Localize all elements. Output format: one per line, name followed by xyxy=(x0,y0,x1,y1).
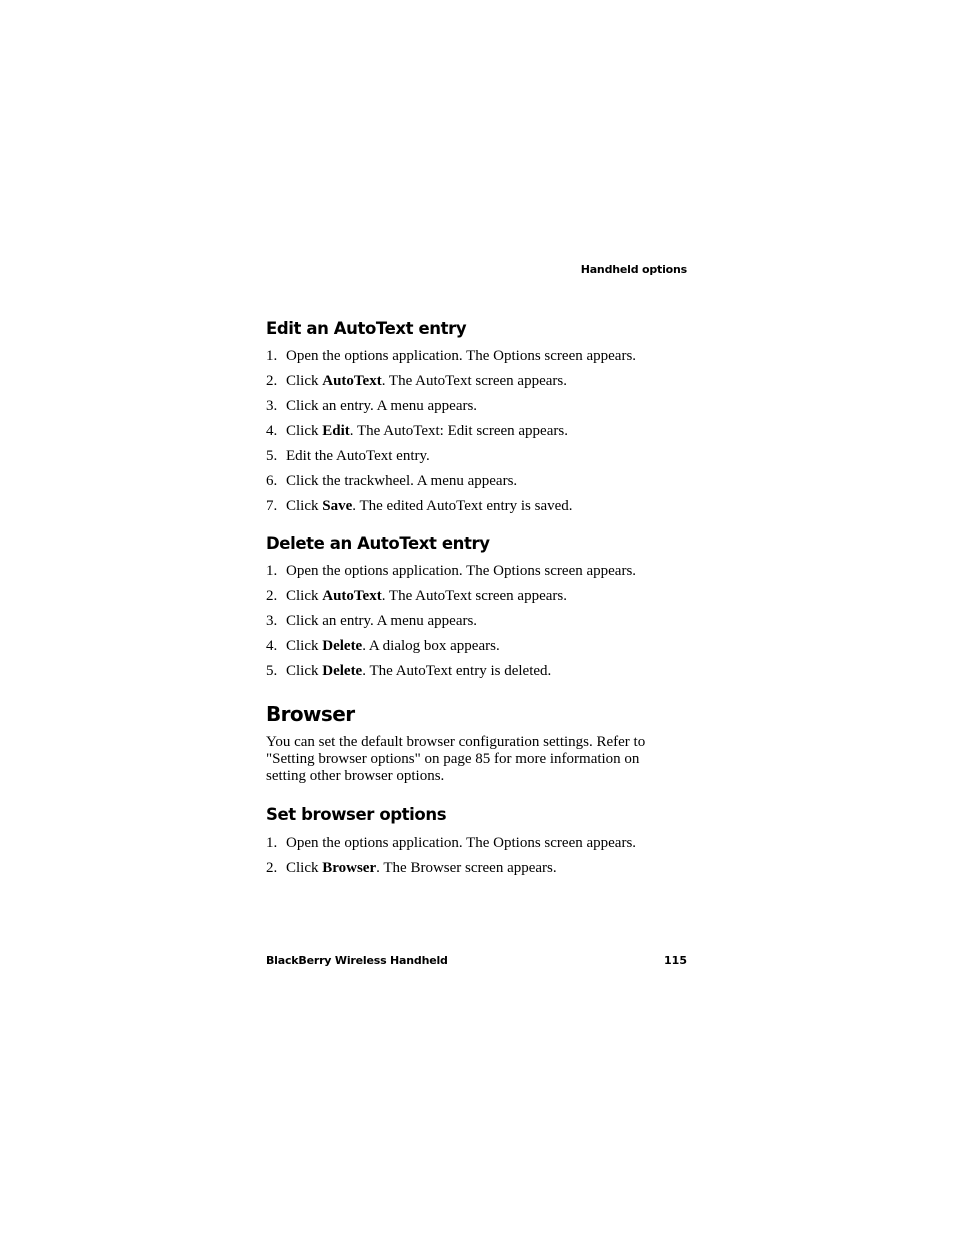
step-number: 1. xyxy=(266,563,278,579)
step-text: Click xyxy=(286,373,323,389)
browser-intro-paragraph: You can set the default browser configuration settings. Refer to "Setting browser options" on page 85 for more information on setting other browser options. xyxy=(266,734,646,784)
list-item xyxy=(266,559,636,584)
step-text-after: . The edited AutoText entry is saved. xyxy=(352,498,573,514)
step-ui-term: Save xyxy=(322,498,353,514)
step-text-after: . The AutoText screen appears. xyxy=(381,373,567,389)
step-ui-term: Edit xyxy=(322,423,350,439)
step-ui-term: Delete xyxy=(322,638,363,654)
list-item xyxy=(266,831,636,856)
list-item xyxy=(266,494,636,519)
step-ui-term: AutoText xyxy=(322,588,382,604)
step-text: Open the options application. The Options screen appears. xyxy=(286,563,637,579)
step-text: Click an entry. A menu appears. xyxy=(286,398,478,414)
list-item xyxy=(266,419,636,444)
steps-edit-autotext xyxy=(266,344,636,519)
step-number: 2. xyxy=(266,588,278,604)
list-item xyxy=(266,856,636,881)
step-number: 6. xyxy=(266,473,278,489)
step-text: Click the trackwheel. A menu appears. xyxy=(286,473,518,489)
list-item xyxy=(266,659,636,684)
step-text: Click xyxy=(286,638,323,654)
footer-title: BlackBerry Wireless Handheld xyxy=(266,954,448,967)
step-number: 5. xyxy=(266,448,278,464)
heading-set-browser-options: Set browser options xyxy=(266,805,447,824)
page-number: 115 xyxy=(664,954,687,967)
heading-browser: Browser xyxy=(266,702,355,726)
step-text-after: . The AutoText: Edit screen appears. xyxy=(349,423,568,439)
heading-edit-autotext: Edit an AutoText entry xyxy=(266,319,467,338)
step-text: Click xyxy=(286,423,323,439)
list-item xyxy=(266,634,636,659)
step-number: 7. xyxy=(266,498,278,514)
list-item xyxy=(266,584,636,609)
step-text-after: . A dialog box appears. xyxy=(362,638,500,654)
step-text: Click xyxy=(286,498,323,514)
step-ui-term: AutoText xyxy=(322,373,382,389)
steps-set-browser-options xyxy=(266,831,636,881)
step-number: 1. xyxy=(266,348,278,364)
step-number: 5. xyxy=(266,663,278,679)
list-item xyxy=(266,469,636,494)
step-text: Edit the AutoText entry. xyxy=(286,448,430,464)
step-text: Click xyxy=(286,860,323,876)
step-ui-term: Browser xyxy=(322,860,377,876)
step-ui-term: Delete xyxy=(322,663,363,679)
step-text-after: . The AutoText screen appears. xyxy=(381,588,567,604)
step-text: Open the options application. The Options screen appears. xyxy=(286,835,637,851)
list-item xyxy=(266,394,636,419)
steps-delete-autotext xyxy=(266,559,636,684)
step-number: 4. xyxy=(266,638,278,654)
step-number: 3. xyxy=(266,613,278,629)
step-number: 2. xyxy=(266,373,278,389)
heading-delete-autotext: Delete an AutoText entry xyxy=(266,534,490,553)
step-text-after: . The AutoText entry is deleted. xyxy=(362,663,552,679)
step-text-after: . The Browser screen appears. xyxy=(376,860,557,876)
step-number: 2. xyxy=(266,860,278,876)
running-head: Handheld options xyxy=(580,263,687,276)
step-number: 3. xyxy=(266,398,278,414)
step-text: Click xyxy=(286,663,323,679)
list-item xyxy=(266,344,636,369)
step-text: Click xyxy=(286,588,323,604)
step-number: 1. xyxy=(266,835,278,851)
step-text: Click an entry. A menu appears. xyxy=(286,613,478,629)
step-number: 4. xyxy=(266,423,278,439)
list-item xyxy=(266,609,636,634)
list-item xyxy=(266,444,636,469)
step-text: Open the options application. The Options screen appears. xyxy=(286,348,637,364)
list-item xyxy=(266,369,636,394)
